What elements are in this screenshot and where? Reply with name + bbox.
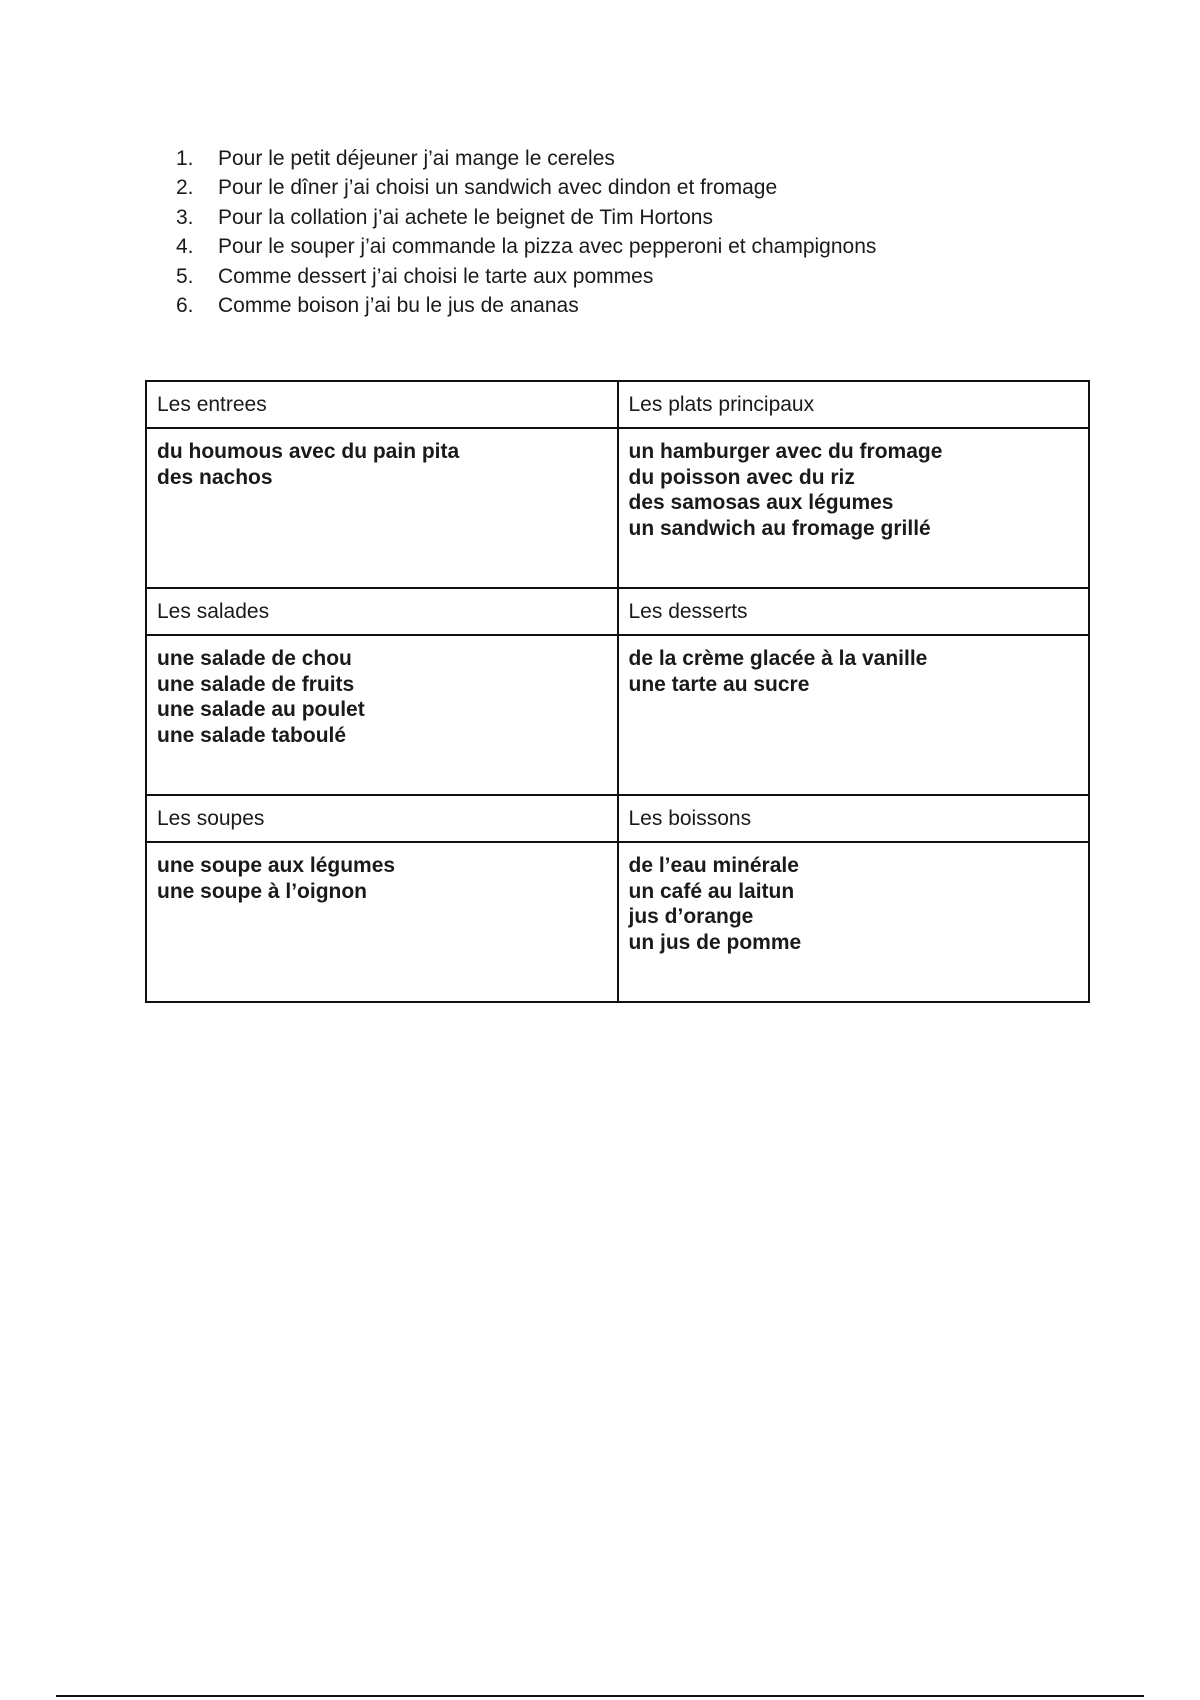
- menu-item: du houmous avec du pain pita: [157, 440, 460, 463]
- table-row: [146, 381, 1089, 428]
- cell-boissons: [618, 842, 1090, 1002]
- menu-item: de l’eau minérale: [628, 854, 799, 877]
- list-text: Comme boison j’ai bu le jus de ananas: [218, 293, 579, 317]
- heading-salades: Les salades: [146, 588, 618, 635]
- list-text: Pour la collation j’ai achete le beignet de Tim Hortons: [218, 205, 713, 229]
- cell-salades: [146, 635, 618, 795]
- menu-item: un sandwich au fromage grillé: [628, 516, 931, 540]
- list-number: 4.: [176, 235, 194, 259]
- cell-desserts: [618, 635, 1090, 795]
- menu-item: une salade de fruits: [157, 672, 355, 696]
- list-number: 1.: [176, 147, 194, 170]
- list-number: 2.: [176, 176, 194, 200]
- menu-item: un jus de pomme: [628, 930, 802, 954]
- menu-item: une salade de chou: [157, 647, 352, 670]
- menu-item: du poisson avec du riz: [628, 465, 855, 489]
- heading-desserts: Les desserts: [618, 588, 1090, 635]
- list-item: [176, 291, 876, 320]
- menu-item: une salade taboulé: [157, 723, 347, 747]
- heading-boissons: Les boissons: [618, 795, 1090, 842]
- list-number: 5.: [176, 264, 194, 288]
- table-row: [146, 842, 1089, 1002]
- list-text: Pour le petit déjeuner j’ai mange le cereles: [218, 147, 615, 170]
- list-number: 3.: [176, 205, 194, 229]
- cell-soupes: [146, 842, 618, 1002]
- cell-plats-principaux: [618, 428, 1090, 588]
- table-row: [146, 428, 1089, 588]
- menu-item: un hamburger avec du fromage: [628, 440, 943, 463]
- menu-item: une soupe à l’oignon: [157, 879, 367, 903]
- menu-item: un café au laitun: [628, 879, 795, 903]
- heading-plats-principaux: Les plats principaux: [618, 381, 1090, 428]
- list-number: 6.: [176, 293, 194, 317]
- menu-item: une tarte au sucre: [628, 672, 810, 696]
- menu-item: une soupe aux légumes: [157, 854, 396, 877]
- menu-table: [145, 380, 1090, 1003]
- table-row: [146, 635, 1089, 795]
- menu-item: jus d’orange: [628, 905, 754, 928]
- table-row: [146, 795, 1089, 842]
- heading-soupes: Les soupes: [146, 795, 618, 842]
- list-text: Comme dessert j’ai choisi le tarte aux pommes: [218, 264, 654, 288]
- heading-entrees: Les entrees: [146, 381, 618, 428]
- menu-item: des nachos: [157, 465, 273, 489]
- table-row: [146, 588, 1089, 635]
- menu-item: de la crème glacée à la vanille: [628, 647, 928, 670]
- footer-divider: [56, 1695, 1144, 1697]
- list-item: [176, 173, 876, 202]
- list-text: Pour le dîner j’ai choisi un sandwich avec dindon et fromage: [218, 176, 778, 200]
- numbered-list: [176, 144, 876, 320]
- list-text: Pour le souper j’ai commande la pizza avec pepperoni et champignons: [218, 235, 877, 259]
- list-item: [176, 262, 876, 291]
- list-item: [176, 144, 876, 173]
- menu-item: une salade au poulet: [157, 698, 365, 721]
- list-item: [176, 203, 876, 232]
- list-item: [176, 232, 876, 261]
- menu-item: des samosas aux légumes: [628, 491, 894, 514]
- cell-entrees: [146, 428, 618, 588]
